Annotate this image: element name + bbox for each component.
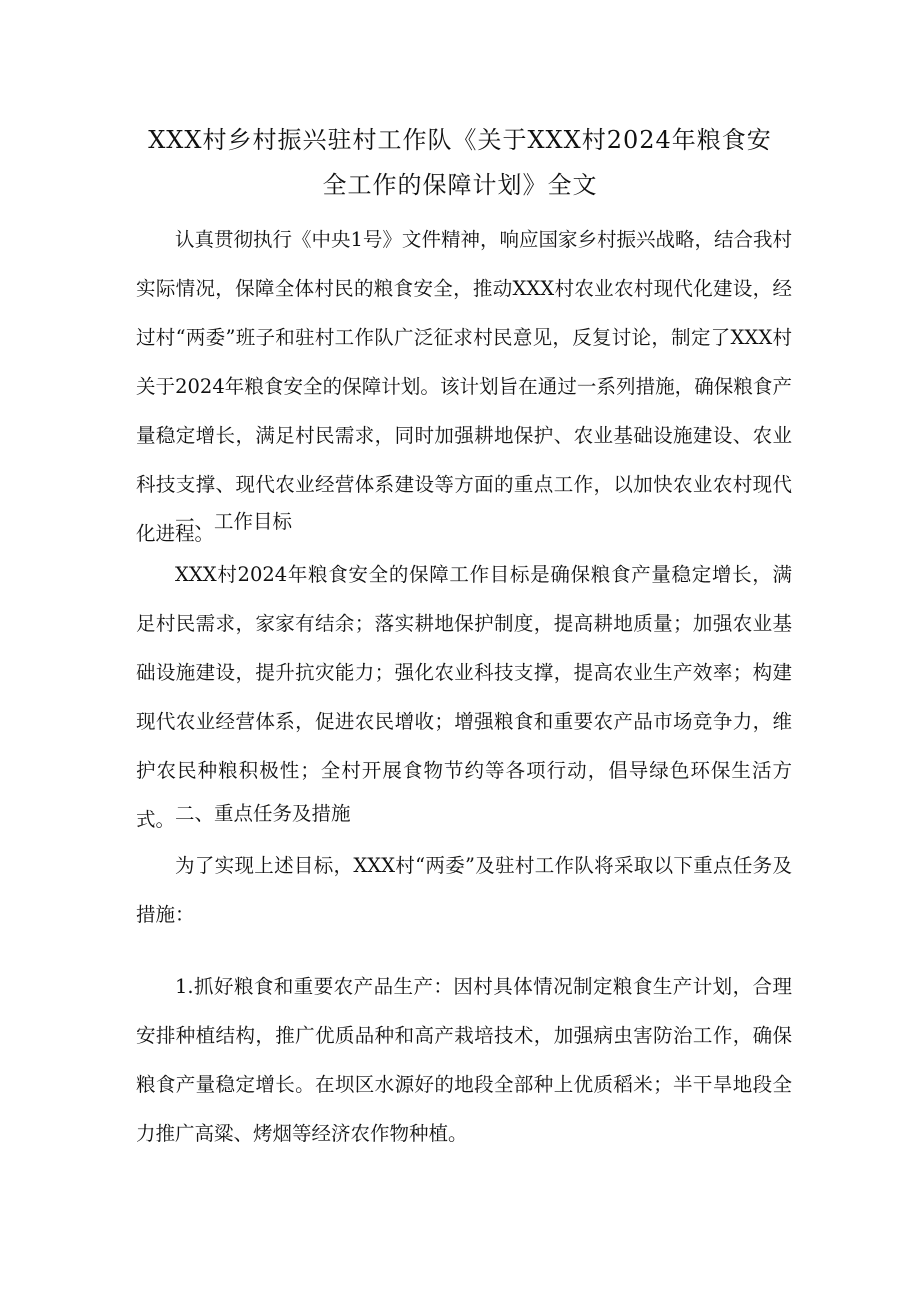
goals-paragraph: XXX村2024年粮食安全的保障工作目标是确保粮食产量稳定增长，满足村民需求，家家有结余；落实耕地保护制度，提高耕地质量；加强农业基础设施建设，提升抗灾能力；强化农业科技支撑，提高农业生产效率；构建现代农业经营体系，促进农民增收；增强粮食和重要农产品市场竞争力，维护农民种粮积极性；全村开展食物节约等各项行动，倡导绿色环保生活方式。 xyxy=(136,563,792,831)
tasks-intro-paragraph: 为了实现上述目标，XXX村“两委”及驻村工作队将采取以下重点任务及措施： xyxy=(136,854,792,926)
document-title-line-2: 全工作的保障计划》全文 xyxy=(322,171,598,199)
intro-paragraph: 认真贯彻执行《中央1号》文件精神，响应国家乡村振兴战略，结合我村实际情况，保障全体村民的粮食安全，推动XXX村农业农村现代化建设，经过村“两委”班子和驻村工作队广泛征求村民意见，反复讨论，制定了XXX村关于2024年粮食安全的保障计划。该计划旨在通过一系列措施，确保粮食产量稳定增长，满足村民需求，同时加强耕地保护、农业基础设施建设、农业科技支撑、现代农业经营体系建设等方面的重点工作，以加快农业农村现代化进程。 xyxy=(136,228,792,545)
document-title-line-1: XXX村乡村振兴驻村工作队《关于XXX村2024年粮食安 xyxy=(148,126,772,154)
section-heading-goals: 一、工作目标 xyxy=(175,510,293,533)
section-heading-tasks: 二、重点任务及措施 xyxy=(175,802,351,825)
task-item-1: 1.抓好粮食和重要农产品生产：因村具体情况制定粮食生产计划，合理安排种植结构，推广优质品种和高产栽培技术，加强病虫害防治工作，确保粮食产量稳定增长。在坝区水源好的地段全部种上优质稻米；半干旱地段全力推广高粱、烤烟等经济农作物种植。 xyxy=(136,975,792,1145)
